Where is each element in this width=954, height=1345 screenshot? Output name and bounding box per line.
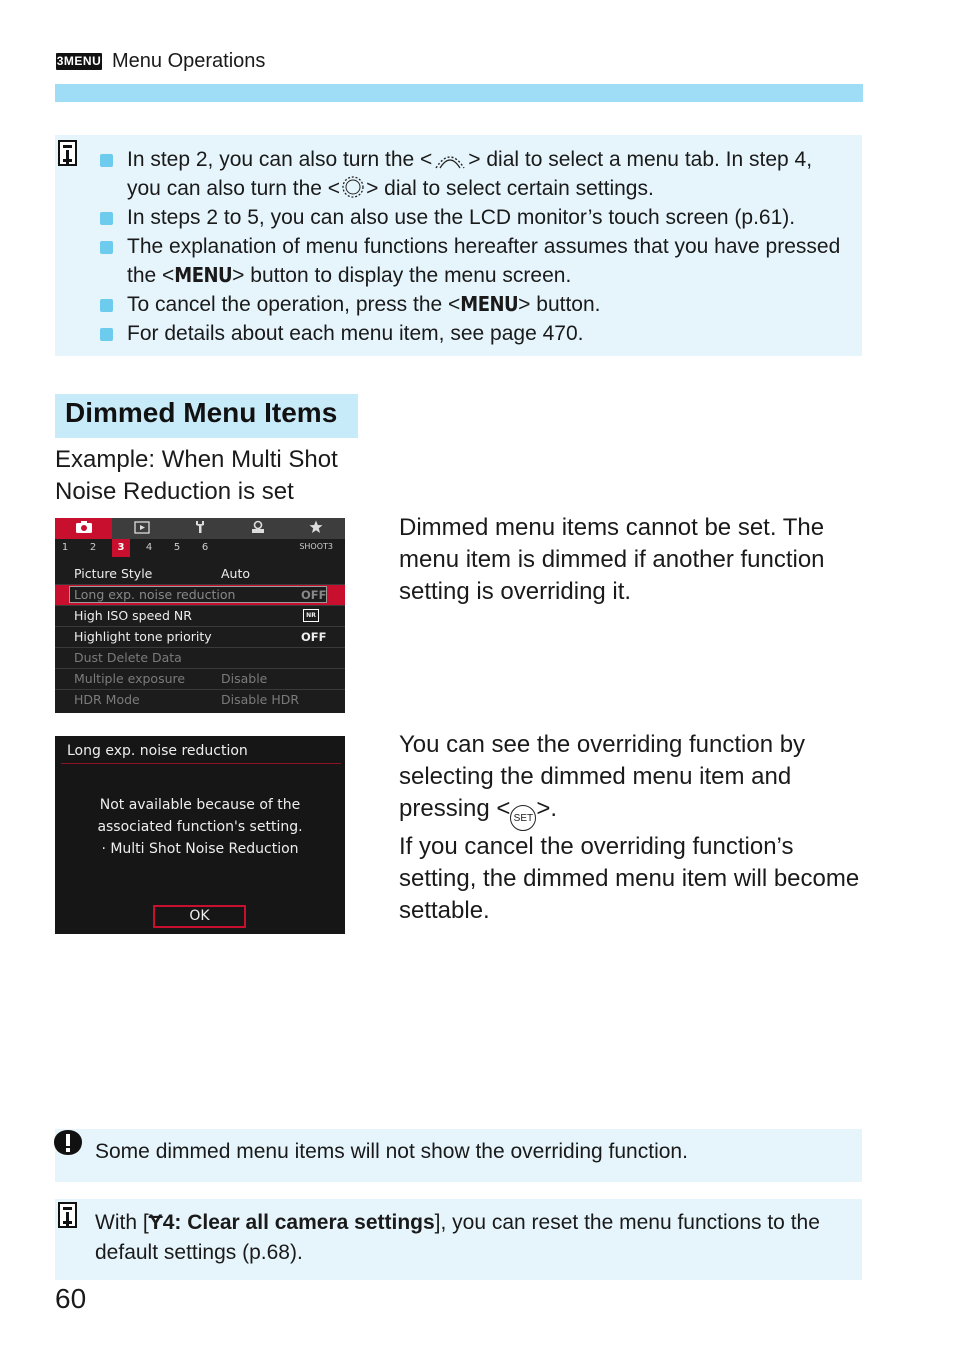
dialog-message-line: associated function's setting. (97, 819, 303, 835)
caution-text: Some dimmed menu items will not show the overriding function. (95, 1140, 688, 1163)
menu-row-hdr-mode[interactable] (55, 690, 345, 710)
menu-button-glyph: MENU (460, 292, 519, 316)
menu-row-multiple-exposure[interactable] (55, 669, 345, 690)
desc-text: If you cancel the overriding function’s setting, the dimmed menu item will become settable. (399, 833, 860, 924)
tip-item (127, 145, 847, 203)
noise-reduction-icon: NR (303, 609, 319, 622)
menu-row-highlight-tone[interactable] (55, 627, 345, 648)
custom-functions-icon (250, 520, 266, 534)
row-label: Dust Delete Data (74, 650, 182, 665)
tip-text: > dial to select a menu tab. In step 4, you can also turn the < (127, 148, 813, 200)
dialog-title: Long exp. noise reduction (67, 743, 248, 759)
tip-text: In step 2, you can also turn the < (127, 148, 433, 171)
row-value: Disable HDR (221, 692, 300, 707)
dialog-message-line: · Multi Shot Noise Reduction (101, 841, 299, 857)
memo-text (95, 1208, 855, 1268)
section-title: Dimmed Menu Items (65, 397, 338, 428)
memo-text-part: With [ (95, 1211, 149, 1234)
dialog-divider (61, 763, 341, 764)
menu-button-glyph: MENU (174, 263, 233, 287)
tip-text: For details about each menu item, see page 470. (127, 322, 584, 345)
menu-row-dust-delete[interactable] (55, 648, 345, 669)
example-caption: Example: When Multi Shot Noise Reduction is set (55, 446, 338, 505)
tip-text: > button to display the menu screen. (232, 264, 572, 287)
tab-shooting[interactable] (55, 518, 112, 539)
row-value: Disable (221, 671, 268, 686)
page-number-3[interactable]: 3 (112, 539, 130, 557)
tip-text: In steps 2 to 5, you can also use the LCD monitor’s touch screen (p.61). (127, 206, 796, 229)
tip-item (127, 290, 847, 319)
main-dial-icon (432, 148, 468, 170)
tab-my-menu[interactable] (287, 518, 344, 539)
override-description (399, 729, 869, 927)
setup-tab-glyph: Ɏ (148, 1211, 163, 1234)
ok-button[interactable]: OK (153, 905, 246, 928)
header-bar (55, 84, 863, 102)
page-number-2[interactable]: 2 (89, 542, 97, 553)
tab-playback[interactable] (113, 518, 170, 539)
menu-row-picture-style[interactable] (55, 564, 345, 585)
page-number-1[interactable]: 1 (61, 542, 69, 553)
row-value: OFF (301, 588, 327, 602)
caution-icon (53, 1129, 83, 1157)
camera-icon (75, 520, 93, 534)
quick-control-dial-icon (340, 175, 366, 199)
desc-text: >. (536, 795, 558, 822)
dialog-message (55, 794, 345, 860)
tip-item (127, 319, 847, 348)
memo-icon (57, 1201, 79, 1231)
section-heading (55, 394, 358, 438)
memo-icon (57, 139, 79, 169)
memo-box (55, 1199, 862, 1280)
row-label: HDR Mode (74, 692, 140, 707)
dialog-message-line: Not available because of the (99, 797, 301, 813)
menu-tab-bar (55, 518, 345, 539)
tip-text: > button. (518, 293, 601, 316)
memo-text-part: ], you can reset the menu functions to the default settings (p.68). (95, 1211, 820, 1264)
row-label: Multiple exposure (74, 671, 186, 686)
menu-row-high-iso-nr[interactable] (55, 606, 345, 627)
menu-icon: 3MENU (56, 54, 102, 68)
shoot-label: SHOOT3 (299, 542, 333, 551)
tab-setup[interactable] (171, 518, 228, 539)
header-title: Menu Operations (112, 50, 266, 72)
row-label: High ISO speed NR (74, 608, 192, 623)
menu-row-long-exp-nr[interactable] (55, 585, 345, 606)
set-button-glyph: SET (510, 805, 536, 831)
row-value: OFF (301, 630, 327, 644)
row-label: Long exp. noise reduction (74, 587, 236, 602)
submenu-number-row (55, 539, 345, 559)
camera-info-dialog (55, 736, 345, 934)
tips-box (55, 135, 862, 356)
row-label: Picture Style (74, 566, 153, 581)
camera-menu-screen (55, 518, 345, 713)
tab-custom[interactable] (229, 518, 286, 539)
row-value: Auto (221, 566, 251, 581)
caution-box (55, 1129, 862, 1182)
desc-text: You can see the overriding function by selecting the dimmed menu item and pressing < (399, 731, 806, 822)
tip-item (127, 232, 847, 290)
page-number-4[interactable]: 4 (145, 542, 153, 553)
dimmed-description: Dimmed menu items cannot be set. The menu item is dimmed if another function setting is overriding it. (399, 514, 825, 605)
page-number-6[interactable]: 6 (201, 542, 209, 553)
tip-text: > dial to select certain settings. (366, 177, 654, 200)
page-number: 60 (55, 1283, 87, 1314)
tip-item (127, 203, 847, 232)
memo-bold: 4: Clear all camera settings (162, 1211, 435, 1234)
playback-icon (134, 521, 150, 534)
wrench-icon (193, 520, 207, 534)
tips-list (127, 145, 847, 348)
star-icon (309, 520, 323, 534)
page-number-5[interactable]: 5 (173, 542, 181, 553)
tip-text: The explanation of menu functions hereafter assumes that you have pressed the < (127, 235, 841, 287)
tip-text: To cancel the operation, press the < (127, 293, 461, 316)
row-label: Highlight tone priority (74, 629, 212, 644)
